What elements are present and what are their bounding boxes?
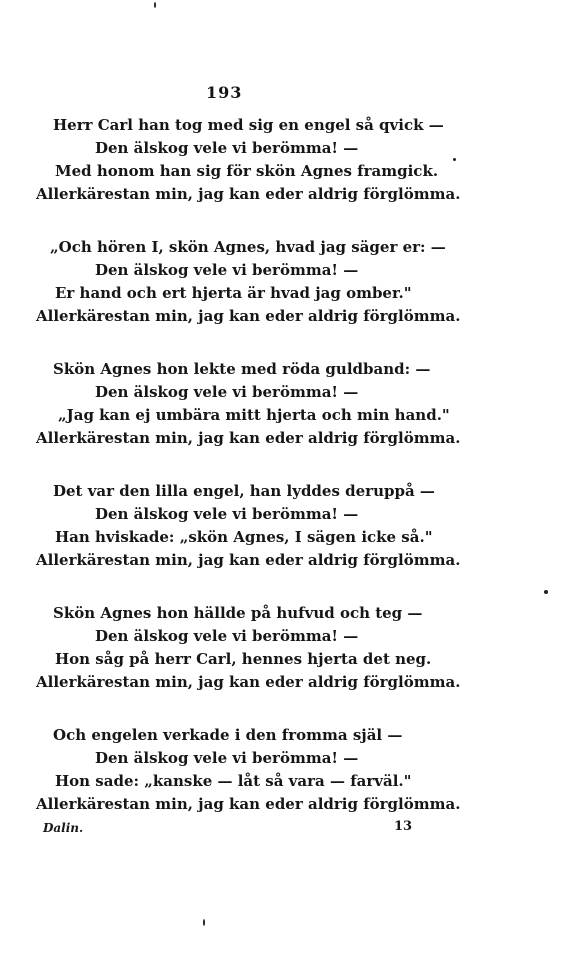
refrain-line: Allerkärestan min, jag kan eder aldrig förglömma. [36,795,461,813]
refrain-line: Den älskog vele vi berömma! — [95,505,359,523]
verse-line: Skön Agnes hon hällde på hufvud och teg — [53,604,423,622]
ink-speck [453,158,456,161]
verse-line: Med honom han sig för skön Agnes framgick. [55,162,439,180]
ink-speck [154,2,156,8]
refrain-line: Allerkärestan min, jag kan eder aldrig förglömma. [36,673,461,691]
verse-line: Det var den lilla engel, han lyddes deruppå — [53,482,435,500]
stanza-1 [0,114,584,206]
refrain-line: Allerkärestan min, jag kan eder aldrig förglömma. [36,551,461,569]
ink-speck [203,919,205,926]
refrain-line: Den älskog vele vi berömma! — [95,383,359,401]
refrain-line: Allerkärestan min, jag kan eder aldrig förglömma. [36,185,461,203]
ink-speck [544,590,548,594]
page-number: 193 [206,83,243,102]
verse-line: „Jag kan ej umbära mitt hjerta och min hand." [58,406,450,424]
verse-line: Och engelen verkade i den fromma själ — [53,726,403,744]
stanza-4 [0,480,584,572]
verse-line: Er hand och ert hjerta är hvad jag omber." [55,284,412,302]
refrain-line: Allerkärestan min, jag kan eder aldrig förglömma. [36,307,461,325]
signature-number: 13 [394,819,413,834]
stanza-3 [0,358,584,450]
refrain-line: Den älskog vele vi berömma! — [95,627,359,645]
stanza-6 [0,724,584,816]
refrain-line: Den älskog vele vi berömma! — [95,261,359,279]
verse-line: Skön Agnes hon lekte med röda guldband: — [53,360,431,378]
verse-line: Hon såg på herr Carl, hennes hjerta det neg. [55,650,432,668]
refrain-line: Den älskog vele vi berömma! — [95,139,359,157]
verse-line: Han hviskade: „skön Agnes, I sägen icke så." [55,528,433,546]
stanza-5 [0,602,584,694]
stanza-2 [0,236,584,328]
verse-line: Herr Carl han tog med sig en engel så qvick — [53,116,444,134]
refrain-line: Allerkärestan min, jag kan eder aldrig förglömma. [36,429,461,447]
verse-line: Hon sade: „kanske — låt så vara — farväl." [55,772,412,790]
refrain-line: Den älskog vele vi berömma! — [95,749,359,767]
poem [0,114,584,846]
verse-line: „Och hören I, skön Agnes, hvad jag säger er: — [50,238,446,256]
signature-mark: Dalin. [43,821,84,835]
